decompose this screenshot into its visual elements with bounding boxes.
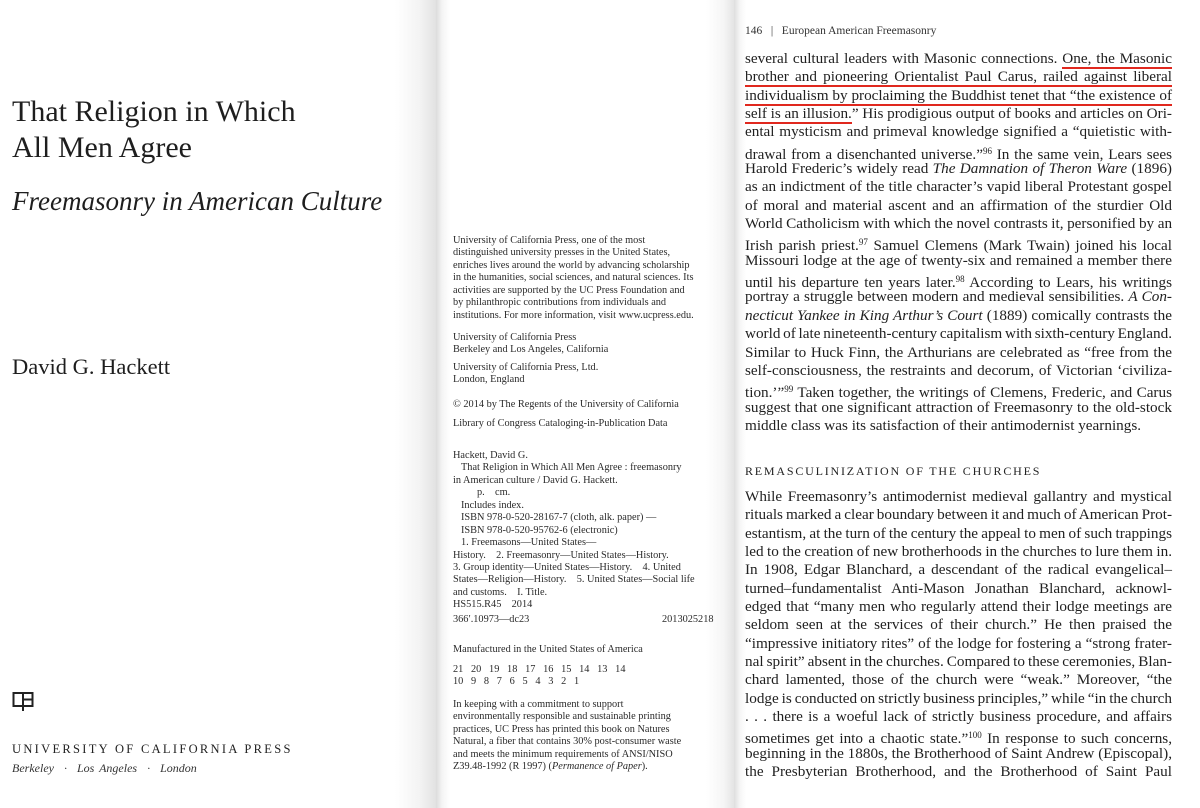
text-line bbox=[745, 142, 1173, 163]
text-run: In 1908, Edgar Blanchard, a descendant of the radical evangelical– bbox=[745, 561, 1172, 579]
text-line bbox=[745, 488, 1172, 506]
copyright-line: University of California Press, one of the most bbox=[453, 235, 646, 246]
text-line bbox=[745, 233, 1172, 255]
text-run: of moral and material ascent and an affirmation of the sturdier Old bbox=[745, 196, 1172, 214]
copyright-line: by philanthropic contributions from individuals and bbox=[453, 297, 667, 309]
footnote-ref: 98 bbox=[955, 274, 965, 285]
copyright-line: © 2014 by The Regents of the University of California bbox=[453, 399, 679, 410]
text-run: self-consciousness, the restraints and decorum, of Victorian ‘civiliza- bbox=[745, 361, 1172, 379]
highlighted-underline-text: brother and pioneering Orientalist Paul Carus, railed against liberal bbox=[745, 68, 1172, 86]
text-run: until his departure ten years later. bbox=[745, 274, 956, 292]
italic-title: The Damnation of Theron Ware bbox=[932, 160, 1128, 178]
text-run: While Freemasonry’s antimodernist medieval gallantry and mystical bbox=[745, 488, 1172, 505]
text-run: world of late nineteenth-century capitalism with sixth-century England. bbox=[745, 325, 1172, 343]
footnote-ref: 100 bbox=[968, 730, 982, 741]
text-line bbox=[745, 252, 1172, 270]
copyright-line: 3. Group identity—United States—History. 4. United bbox=[453, 561, 681, 573]
copyright-block bbox=[453, 644, 721, 656]
text-run: “impressive initiatory rites” of the lodge for fostering a “strong frater- bbox=[745, 634, 1172, 652]
text-run: (1889) comically contrasts the bbox=[982, 306, 1172, 324]
title-page bbox=[0, 0, 436, 808]
book-title-line-2: All Men Agree bbox=[12, 131, 192, 164]
copyright-line: Hackett, David G. bbox=[453, 450, 528, 461]
italic-title: A Con- bbox=[1128, 288, 1172, 306]
text-run: Samuel Clemens (Mark Twain) joined his local bbox=[867, 237, 1172, 255]
text-run: seldom seen at the services of their church.” He then praised the bbox=[745, 616, 1172, 634]
text-line bbox=[745, 690, 1172, 708]
text-line bbox=[745, 543, 1172, 561]
copyright-block bbox=[453, 399, 721, 411]
copyright-line: institutions. For more information, visit www.ucpress.edu. bbox=[453, 309, 694, 321]
highlighted-underline-text: individualism by proclaiming the Buddhist tenet that “the existence of bbox=[745, 86, 1172, 104]
copyright-block bbox=[453, 235, 721, 322]
text-run: Harold Frederic’s widely read bbox=[745, 160, 933, 178]
text-page-146 bbox=[734, 0, 1200, 808]
paragraph-2 bbox=[745, 488, 1172, 782]
copyright-line: Manufactured in the United States of America bbox=[453, 644, 643, 655]
text-run: tion.’” bbox=[745, 384, 785, 402]
copyright-block bbox=[453, 450, 721, 612]
text-run: ental mysticism and primeval knowledge signified a “quietistic with- bbox=[745, 123, 1172, 141]
text-line bbox=[745, 362, 1172, 380]
text-run: beginning in the 1880s, the Brotherhood of Saint Andrew (Episcopal), bbox=[745, 744, 1172, 762]
copyright-line: University of California Press bbox=[453, 332, 577, 343]
text-run: World Catholicism with which the novel contrasts it, personified by an bbox=[745, 215, 1173, 233]
copyright-block bbox=[453, 332, 721, 357]
copyright-line: States—Religion—History. 5. United States—Social life bbox=[453, 574, 695, 586]
copyright-line: That Religion in Which All Men Agree : freemasonry bbox=[461, 462, 682, 474]
text-line bbox=[745, 123, 1172, 141]
copyright-line: and meets the minimum requirements of ANSI/NISO bbox=[453, 748, 673, 760]
text-line bbox=[745, 399, 1172, 417]
text-line bbox=[745, 506, 1172, 524]
copyright-line: 10 9 8 7 6 5 4 3 2 1 bbox=[453, 676, 580, 688]
copyright-line: Berkeley and Los Angeles, California bbox=[453, 344, 609, 356]
copyright-line: University of California Press, Ltd. bbox=[453, 362, 599, 373]
copyright-line: and customs. I. Title. bbox=[453, 586, 548, 598]
copyright-line: 1. Freemasons—United States— bbox=[461, 537, 597, 549]
text-line bbox=[745, 270, 1172, 292]
text-run: (1896) bbox=[1127, 160, 1172, 178]
copyright-line: activities are supported by the UC Press Foundation and bbox=[453, 284, 685, 296]
book-author: David G. Hackett bbox=[12, 354, 171, 379]
text-run: edged that “many men who regularly attend their lodge meetings are bbox=[745, 598, 1172, 616]
text-line bbox=[745, 160, 1172, 178]
dewey-number: 366′.10973—dc23 bbox=[453, 614, 530, 625]
text-line bbox=[745, 325, 1172, 343]
text-line bbox=[745, 653, 1172, 671]
text-line bbox=[745, 288, 1172, 306]
text-line bbox=[745, 671, 1172, 689]
text-line bbox=[745, 344, 1172, 362]
section-heading: REMASCULINIZATION OF THE CHURCHES bbox=[745, 464, 1042, 478]
text-run: led to the creation of new brotherhoods in the churches to lure them in. bbox=[745, 543, 1172, 561]
text-line bbox=[745, 197, 1172, 215]
text-line bbox=[745, 635, 1172, 653]
copyright-page bbox=[436, 0, 734, 808]
copyright-line: practices, UC Press has printed this book on Natures bbox=[453, 723, 670, 735]
text-line bbox=[745, 87, 1172, 105]
text-line bbox=[745, 745, 1172, 763]
text-line bbox=[745, 417, 1172, 435]
text-line bbox=[745, 525, 1172, 543]
text-run: . . . there is a woeful lack of strictly business procedure, and affairs bbox=[745, 708, 1172, 726]
copyright-line: p. cm. bbox=[477, 487, 511, 499]
text-run: middle class was its satisfaction of their antimodernist yearnings. bbox=[745, 416, 1142, 434]
copyright-line: In keeping with a commitment to support bbox=[453, 699, 624, 710]
paragraph-1 bbox=[745, 50, 1172, 435]
text-run: several cultural leaders with Masonic connections. bbox=[745, 50, 1063, 67]
copyright-line: Library of Congress Cataloging-in-Publication Data bbox=[453, 418, 668, 429]
text-run: the Presbyterian Brotherhood, and the Brotherhood of Saint Paul bbox=[745, 763, 1172, 781]
footnote-ref: 99 bbox=[784, 384, 794, 395]
text-line bbox=[745, 50, 1172, 68]
italic-title: necticut Yankee in King Arthur’s Court bbox=[745, 306, 983, 324]
copyright-block bbox=[453, 418, 721, 430]
text-line bbox=[745, 68, 1172, 86]
text-run: estantism, at the turn of the century the appeal to men of such trappings bbox=[745, 524, 1172, 542]
copyright-line: distinguished university presses in the United States, bbox=[453, 247, 671, 259]
text-line bbox=[745, 380, 1172, 402]
text-line bbox=[745, 215, 1172, 233]
text-run: ” His prodigious output of books and articles on Ori- bbox=[851, 105, 1172, 123]
text-run: Taken together, the writings of Clemens, Frederic, and Carus bbox=[793, 384, 1172, 402]
text-line bbox=[745, 178, 1172, 196]
text-run: turned–fundamentalist Anti-Mason Jonathan Blanchard, acknowl- bbox=[745, 579, 1172, 597]
publisher-name: UNIVERSITY OF CALIFORNIA PRESS bbox=[12, 742, 293, 756]
text-line bbox=[745, 598, 1172, 616]
text-run: Missouri lodge at the age of twenty-six and remained a member there bbox=[745, 251, 1172, 269]
book-title-line-1: That Religion in Which bbox=[12, 95, 296, 128]
text-run: Similar to Huck Finn, the Arthurians are celebrated as “free from the bbox=[745, 343, 1172, 361]
text-line bbox=[745, 726, 1173, 748]
running-head: 146 | European American Freemasonry bbox=[745, 25, 937, 37]
text-run: sometimes get into a chaotic state.” bbox=[745, 730, 969, 748]
copyright-block bbox=[453, 362, 721, 387]
footnote-ref: 97 bbox=[858, 237, 868, 248]
text-run: nal spirit” absent in the churches. Compared to these ceremonies, Blan- bbox=[745, 653, 1172, 671]
highlighted-underline-text: self is an illusion. bbox=[745, 105, 852, 123]
highlighted-underline-text: One, the Masonic bbox=[1062, 50, 1172, 67]
text-line bbox=[745, 763, 1172, 781]
copyright-line: environmentally responsible and sustainable printing bbox=[453, 711, 671, 723]
copyright-line: London, England bbox=[453, 374, 525, 386]
copyright-line: ISBN 978-0-520-28167-7 (cloth, alk. paper) — bbox=[461, 512, 657, 524]
book-subtitle: Freemasonry in American Culture bbox=[12, 186, 383, 216]
text-run: According to Lears, his writings bbox=[964, 274, 1172, 292]
copyright-block bbox=[453, 699, 721, 774]
copyright-line: Natural, a fiber that contains 30% post-consumer waste bbox=[453, 736, 682, 748]
italic-title: Permanence of Paper bbox=[551, 761, 642, 773]
copyright-line: in the humanities, social sciences, and natural sciences. Its bbox=[453, 272, 694, 284]
text-line bbox=[745, 105, 1172, 123]
text-run: lodge is conducted on strictly business principles,” while “in the church bbox=[745, 689, 1172, 707]
text-run: portray a struggle between modern and medieval sensibilities. bbox=[745, 288, 1129, 306]
copyright-line: History. 2. Freemasonry—United States—History. bbox=[453, 549, 669, 561]
text-line bbox=[745, 561, 1172, 579]
text-run: Irish parish priest. bbox=[745, 237, 859, 255]
uc-press-book-logo-icon bbox=[12, 690, 34, 712]
copyright-line: Includes index. bbox=[461, 499, 524, 511]
text-run: rituals marked a clear boundary between it and much of American Prot- bbox=[745, 506, 1172, 524]
footnote-ref: 96 bbox=[982, 145, 992, 156]
text-line bbox=[745, 307, 1172, 325]
text-run: as an indictment of the title character’s vapid liberal Protestant gospel bbox=[745, 178, 1172, 196]
copyright-line: ISBN 978-0-520-95762-6 (electronic) bbox=[461, 524, 618, 536]
publisher-cities: Berkeley · Los Angeles · London bbox=[12, 761, 197, 775]
text-run: In response to such concerns, bbox=[981, 730, 1173, 748]
copyright-line: Z39.48-1992 (R 1997) (Permanence of Paper). bbox=[453, 761, 648, 773]
text-run: In the same vein, Lears sees bbox=[991, 145, 1173, 163]
lccn-number: 2013025218 bbox=[662, 614, 714, 625]
copyright-line: 21 20 19 18 17 16 15 14 13 14 bbox=[453, 664, 626, 675]
text-run: drawal from a disenchanted universe.” bbox=[745, 145, 983, 163]
text-line bbox=[745, 616, 1172, 634]
copyright-line: enriches lives around the world by advancing scholarship bbox=[453, 259, 690, 271]
copyright-line: in American culture / David G. Hackett. bbox=[453, 474, 618, 486]
text-run: chard lamented, those of the church were “weak.” Moreover, “the bbox=[745, 671, 1172, 689]
text-run: suggest that one significant attraction of Freemasonry to the old-stock bbox=[745, 398, 1172, 416]
copyright-block bbox=[453, 664, 721, 689]
copyright-line: HS515.R45 2014 bbox=[453, 599, 533, 611]
text-line bbox=[745, 580, 1172, 598]
text-line bbox=[745, 708, 1172, 726]
